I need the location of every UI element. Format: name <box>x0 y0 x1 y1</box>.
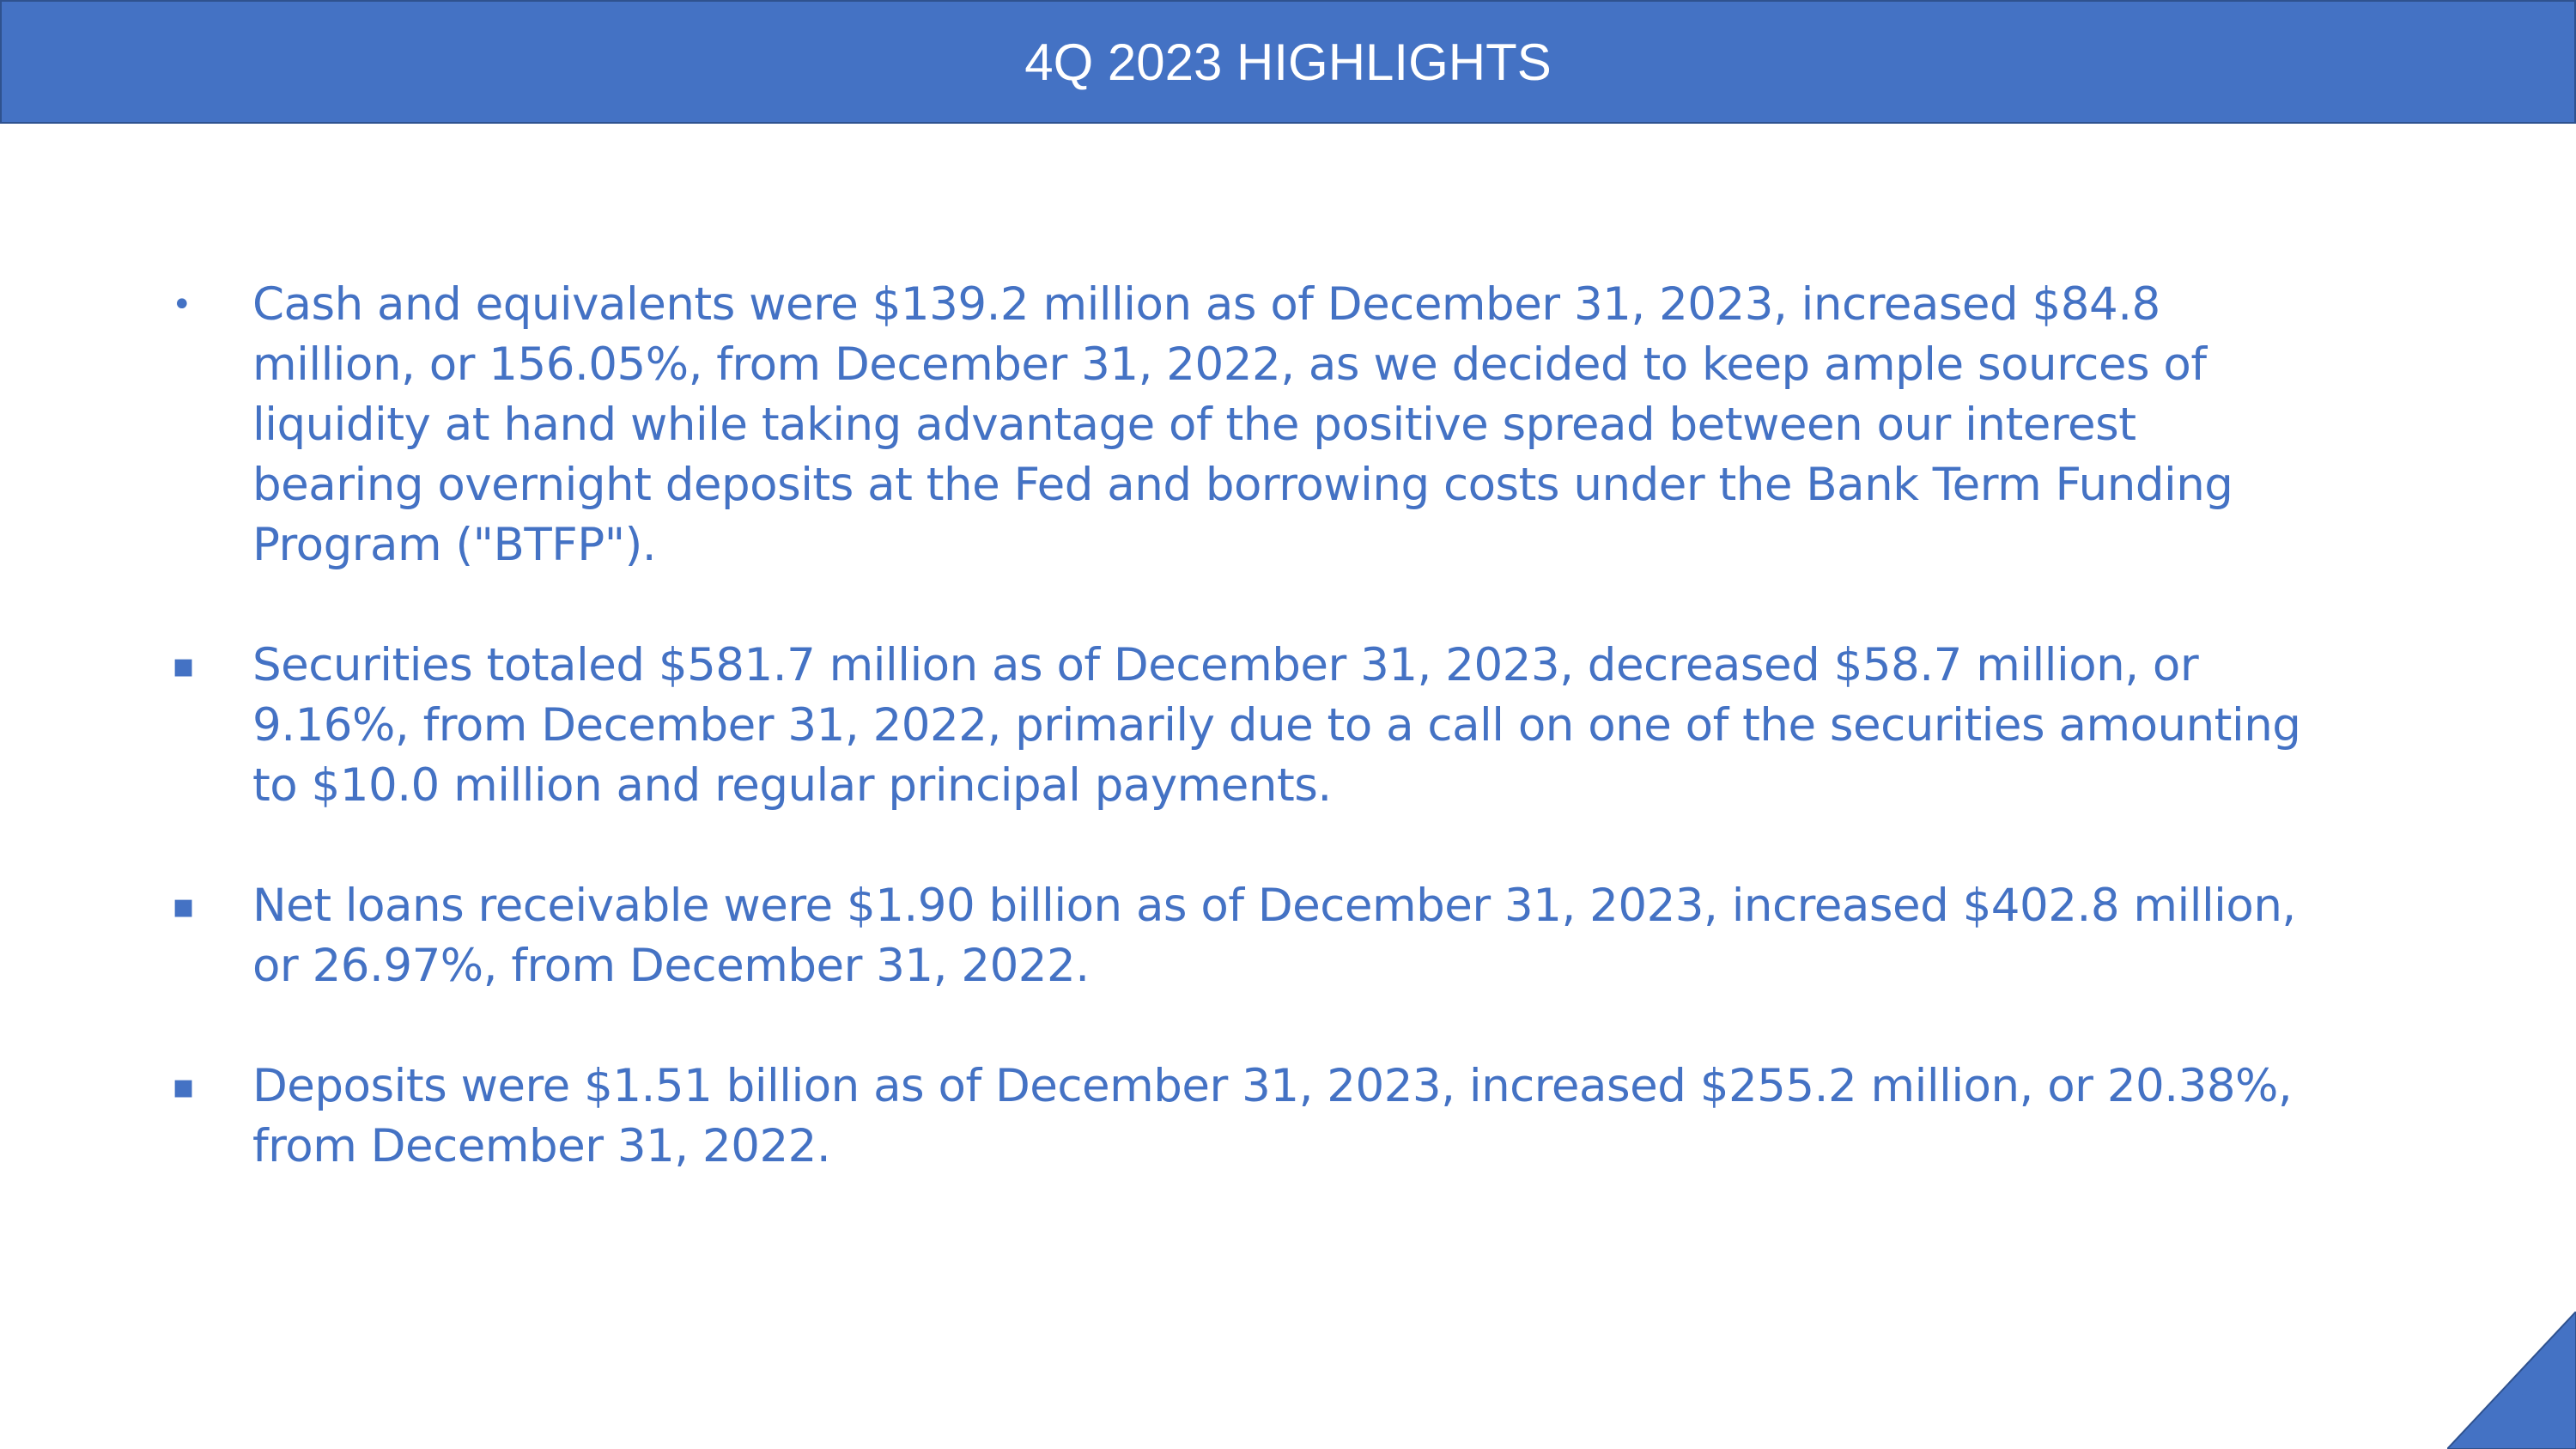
list-item <box>172 876 2318 996</box>
highlights-list <box>172 275 2318 1177</box>
list-item <box>172 636 2318 816</box>
bullet-dot-icon: • <box>172 285 192 325</box>
title-bar <box>0 0 2576 124</box>
list-item <box>172 1056 2318 1177</box>
list-item <box>172 275 2318 575</box>
bullet-text: Cash and equivalents were $139.2 million as of December 31, 2023, increased $84.8 million, or 156.05%, from December 31, 2022, as we decided to keep ample sources of liquidity at hand while taking advantage of the positive spread between our interest bearing overnight deposits at the Fed and borrowing costs under the Bank Term Funding Program ("BTFP"). <box>252 278 2233 571</box>
bullet-square-icon: ▪ <box>172 1067 195 1106</box>
bullet-square-icon: ▪ <box>172 886 195 926</box>
page-corner-triangle <box>2447 1312 2576 1449</box>
bullet-text: Deposits were $1.51 billion as of December 31, 2023, increased $255.2 million, or 20.38%, from December 31, 2022. <box>252 1060 2293 1172</box>
bullet-text: Net loans receivable were $1.90 billion as of December 31, 2023, increased $402.8 million, or 26.97%, from December 31, 2022. <box>252 880 2296 992</box>
page-number: 5 <box>2521 1374 2537 1405</box>
bullet-square-icon: ▪ <box>172 646 195 685</box>
slide-title: 4Q 2023 HIGHLIGHTS <box>1024 33 1552 91</box>
bullet-text: Securities totaled $581.7 million as of December 31, 2023, decreased $58.7 million, or 9.16%, from December 31, 2022, primarily due to a call on one of the securities amounting to $10.0 million and regular principal payments. <box>252 639 2301 812</box>
